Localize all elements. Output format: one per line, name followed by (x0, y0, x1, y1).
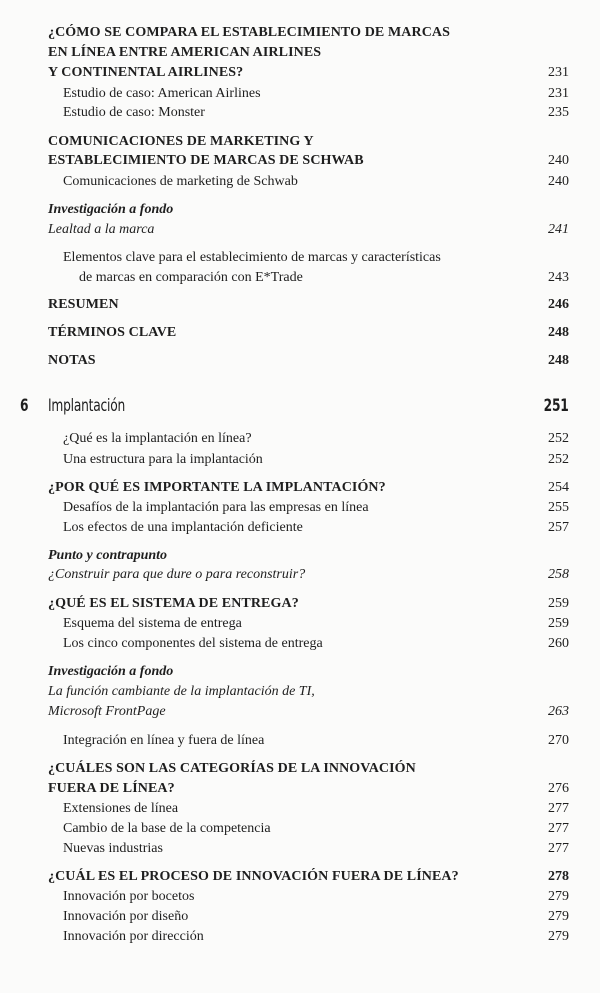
toc-heading (0, 353, 600, 373)
page-number: 243 (548, 270, 569, 285)
feature-title: La función cambiante de la implantación de TI, (48, 684, 315, 699)
chapter-number: 6 (20, 396, 29, 416)
page-number: 270 (548, 733, 569, 748)
toc-heading-continued (0, 65, 600, 85)
page-number: 231 (548, 65, 569, 80)
feature-title: Lealtad a la marca (48, 222, 155, 237)
page-number: 231 (548, 86, 569, 101)
entry-text: Una estructura para la implantación (63, 452, 263, 467)
chapter-title: Implantación (48, 396, 126, 416)
page-number: 246 (548, 297, 569, 312)
heading-text: NOTAS (48, 353, 96, 368)
toc-heading (0, 869, 600, 889)
page-number: 259 (548, 616, 569, 631)
chapter-heading (0, 396, 600, 422)
heading-text: ¿CUÁLES SON LAS CATEGORÍAS DE LA INNOVACIÓN (48, 761, 416, 776)
page-number: 235 (548, 105, 569, 120)
kicker-text: Investigación a fondo (48, 664, 174, 679)
page-number: 252 (548, 431, 569, 446)
feature-entry (0, 222, 600, 242)
entry-text: Desafíos de la implantación para las empresas en línea (63, 500, 369, 515)
toc-entry (0, 733, 600, 753)
toc-heading (0, 134, 600, 154)
page-number: 260 (548, 636, 569, 651)
page-number: 241 (548, 222, 569, 237)
entry-text: Los cinco componentes del sistema de entrega (63, 636, 323, 651)
toc-entry (0, 636, 600, 656)
page-number: 279 (548, 909, 569, 924)
toc-entry (0, 500, 600, 520)
toc-heading (0, 297, 600, 317)
entry-text: Elementos clave para el establecimiento de marcas y características (63, 250, 441, 265)
entry-text: Innovación por bocetos (63, 889, 195, 904)
page-number: 279 (548, 889, 569, 904)
entry-text: ¿Qué es la implantación en línea? (63, 431, 252, 446)
page-number: 248 (548, 353, 569, 368)
page-number: 279 (548, 929, 569, 944)
page-number: 277 (548, 841, 569, 856)
toc-entry (0, 841, 600, 861)
toc-entry (0, 889, 600, 909)
entry-text: Los efectos de una implantación deficiente (63, 520, 303, 535)
toc-heading (0, 761, 600, 781)
toc-entry (0, 520, 600, 540)
entry-text: Extensiones de línea (63, 801, 179, 816)
feature-entry-continued (0, 704, 600, 724)
heading-text: ¿POR QUÉ ES IMPORTANTE LA IMPLANTACIÓN? (48, 480, 386, 495)
toc-heading-continued (0, 781, 600, 801)
page-number: 248 (548, 325, 569, 340)
toc-entry (0, 86, 600, 106)
kicker-text: Investigación a fondo (48, 202, 174, 217)
page-number: 240 (548, 174, 569, 189)
heading-text: EN LÍNEA ENTRE AMERICAN AIRLINES (48, 45, 322, 60)
page-number: 255 (548, 500, 569, 515)
toc-heading (0, 596, 600, 616)
toc-entry (0, 616, 600, 636)
entry-text: Innovación por dirección (63, 929, 204, 944)
kicker-text: Punto y contrapunto (48, 548, 168, 563)
heading-text: Y CONTINENTAL AIRLINES? (48, 65, 244, 80)
page-number: 251 (544, 396, 569, 416)
page-number: 254 (548, 480, 569, 495)
toc-heading-continued (0, 153, 600, 173)
page-number: 258 (548, 567, 569, 582)
toc-heading (0, 325, 600, 345)
toc-entry (0, 801, 600, 821)
feature-entry (0, 684, 600, 704)
heading-text: COMUNICACIONES DE MARKETING Y (48, 134, 314, 149)
toc-entry (0, 431, 600, 451)
page-number: 277 (548, 821, 569, 836)
page-number: 263 (548, 704, 569, 719)
heading-text: ¿CUÁL ES EL PROCESO DE INNOVACIÓN FUERA DE LÍNEA? (48, 869, 459, 884)
toc-entry (0, 174, 600, 194)
toc-entry (0, 821, 600, 841)
toc-heading (0, 25, 600, 45)
entry-text: Comunicaciones de marketing de Schwab (63, 174, 298, 189)
page-number: 276 (548, 781, 569, 796)
toc-heading (0, 480, 600, 500)
heading-text: ¿CÓMO SE COMPARA EL ESTABLECIMIENTO DE MARCAS (48, 25, 450, 40)
toc-heading-continued (0, 45, 600, 65)
entry-text: Esquema del sistema de entrega (63, 616, 242, 631)
entry-text: de marcas en comparación con E*Trade (79, 270, 303, 285)
page-number: 252 (548, 452, 569, 467)
heading-text: ESTABLECIMIENTO DE MARCAS DE SCHWAB (48, 153, 364, 168)
feature-title: ¿Construir para que dure o para reconstruir? (48, 567, 306, 582)
feature-entry (0, 567, 600, 587)
heading-text: ¿QUÉ ES EL SISTEMA DE ENTREGA? (48, 596, 299, 611)
toc-entry (0, 105, 600, 125)
toc-entry-continued (0, 270, 600, 290)
entry-text: Innovación por diseño (63, 909, 189, 924)
entry-text: Integración en línea y fuera de línea (63, 733, 265, 748)
heading-text: FUERA DE LÍNEA? (48, 781, 175, 796)
page-number: 257 (548, 520, 569, 535)
page-number: 277 (548, 801, 569, 816)
heading-text: TÉRMINOS CLAVE (48, 325, 177, 340)
page-number: 278 (548, 869, 569, 884)
feature-title: Microsoft FrontPage (48, 704, 166, 719)
entry-text: Estudio de caso: American Airlines (63, 86, 261, 101)
page-number: 240 (548, 153, 569, 168)
toc-entry (0, 250, 600, 270)
feature-kicker (0, 548, 600, 568)
entry-text: Estudio de caso: Monster (63, 105, 205, 120)
page-number: 259 (548, 596, 569, 611)
heading-text: RESUMEN (48, 297, 119, 312)
toc-entry (0, 929, 600, 949)
feature-kicker (0, 664, 600, 684)
feature-kicker (0, 202, 600, 222)
toc-entry (0, 909, 600, 929)
toc-entry (0, 452, 600, 472)
entry-text: Nuevas industrias (63, 841, 163, 856)
entry-text: Cambio de la base de la competencia (63, 821, 271, 836)
